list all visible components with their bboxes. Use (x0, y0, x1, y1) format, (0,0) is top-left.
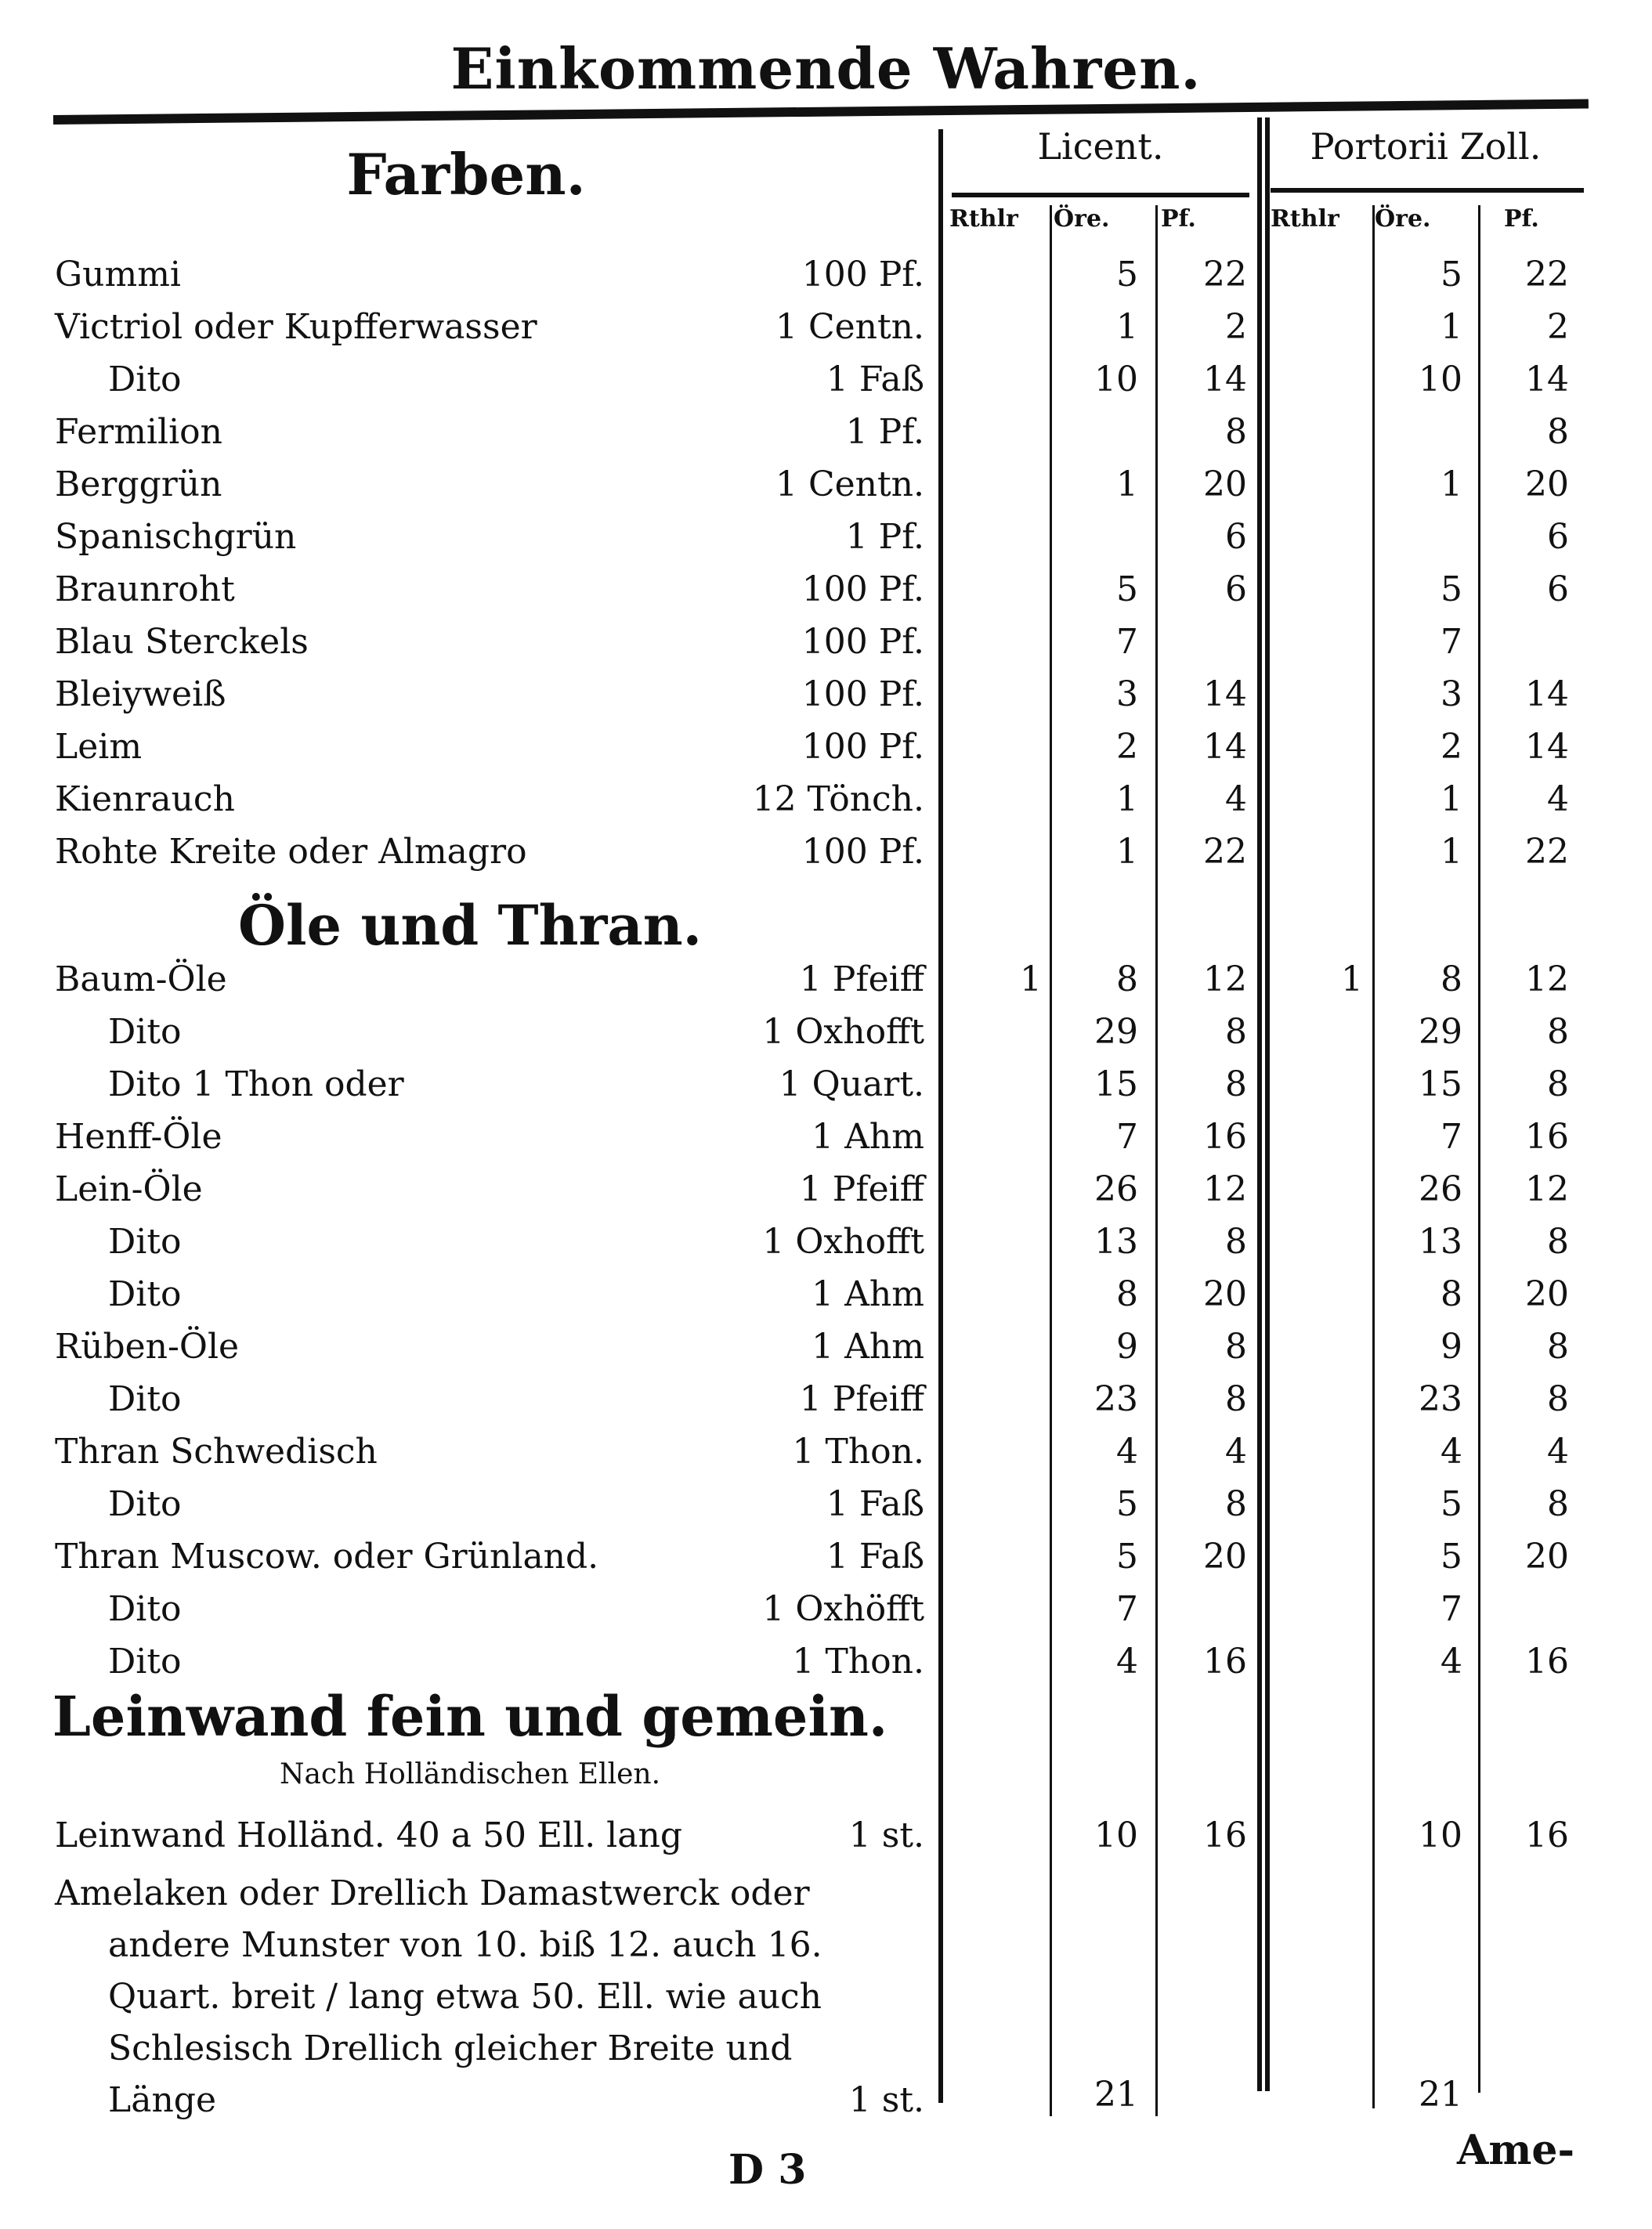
portorii-value: 14 (1525, 359, 1569, 399)
licent-value: 4 (1116, 1642, 1138, 1682)
item-name: Blau Sterckels (55, 622, 309, 662)
item-name: Thran Schwedisch (55, 1432, 378, 1472)
item-unit: 1 Faß (826, 1484, 924, 1524)
table-row (55, 1484, 924, 1536)
item-name: Victriol oder Kupfferwasser (55, 307, 537, 347)
entry-line: andere Munster von 10. biß 12. auch 16. (108, 1925, 822, 1965)
table-row (55, 307, 924, 359)
section-heading-oele: Öle und Thran. (237, 893, 703, 958)
portorii-value: 5 (1441, 1537, 1462, 1577)
item-unit: 1 Faß (826, 1537, 924, 1577)
amelaken-portorii-ore: 21 (1419, 2075, 1462, 2115)
entry-unit: 1 st. (848, 2080, 924, 2120)
licent-value: 6 (1225, 517, 1247, 557)
licent-value: 1 (1116, 779, 1138, 819)
item-name: Kienrauch (55, 779, 235, 819)
portorii-value: 14 (1525, 674, 1569, 714)
item-name: Dito (108, 1484, 182, 1524)
item-name: Bleiyweiß (55, 674, 226, 714)
licent-value: 20 (1203, 464, 1247, 504)
table-row (55, 727, 924, 779)
item-unit: 1 Quart. (779, 1064, 924, 1104)
item-unit: 100 Pf. (801, 832, 924, 872)
portorii-value: 5 (1441, 1484, 1462, 1524)
portorii-value: 6 (1547, 569, 1569, 609)
portorii-value: 14 (1525, 727, 1569, 767)
amelaken-licent-ore: 21 (1094, 2075, 1138, 2115)
item-name: Thran Muscow. oder Grünland. (55, 1537, 599, 1577)
portorii-value: 8 (1547, 1012, 1569, 1052)
portorii-value: 23 (1419, 1379, 1462, 1419)
portorii-value: 1 (1441, 832, 1462, 872)
portorii-value: 20 (1525, 1537, 1569, 1577)
portorii-value: 5 (1441, 255, 1462, 294)
column-rule (1372, 205, 1375, 2108)
item-unit: 1 Thon. (792, 1432, 924, 1472)
licent-subrule (952, 193, 1249, 197)
item-unit: 100 Pf. (801, 569, 924, 609)
licent-value: 8 (1116, 959, 1138, 999)
table-row (55, 1537, 924, 1588)
item-unit: 1 Pf. (845, 517, 924, 557)
licent-value: 14 (1203, 727, 1247, 767)
portorii-value: 4 (1547, 1432, 1569, 1472)
item-unit: 1 Oxhofft (762, 1012, 924, 1052)
licent-value: 13 (1094, 1222, 1138, 1262)
licent-value: 16 (1203, 1642, 1247, 1682)
table-row (55, 1379, 924, 1431)
portorii-value: 2 (1441, 727, 1462, 767)
item-unit: 1 Ahm (812, 1274, 924, 1314)
licent-value: 3 (1116, 674, 1138, 714)
item-name: Leim (55, 727, 143, 767)
section-heading-leinwand: Leinwand fein und gemein. (52, 1684, 888, 1749)
licent-value: 14 (1203, 674, 1247, 714)
portorii-value: 1 (1441, 307, 1462, 347)
table-row (55, 255, 924, 306)
table-row (55, 1117, 924, 1169)
licent-value: 7 (1116, 1589, 1138, 1629)
licent-value: 5 (1116, 1537, 1138, 1577)
portorii-sub-rthlr: Rthlr (1271, 205, 1339, 233)
portorii-sub-ore: Öre. (1375, 205, 1431, 233)
item-unit: 100 Pf. (801, 674, 924, 714)
portorii-value: 1 (1341, 959, 1363, 999)
portorii-value: 8 (1547, 1379, 1569, 1419)
licent-value: 1 (1020, 959, 1042, 999)
item-name: Dito (108, 1642, 182, 1682)
licent-value: 8 (1225, 1012, 1247, 1052)
licent-value: 8 (1225, 1327, 1247, 1367)
portorii-value: 12 (1525, 1169, 1569, 1209)
licent-value: 2 (1225, 307, 1247, 347)
item-unit: 1 Ahm (812, 1327, 924, 1367)
item-name: Fermilion (55, 412, 222, 452)
entry-line-text: Länge (108, 2080, 216, 2120)
item-unit: 12 Tönch. (752, 779, 924, 819)
licent-value: 1 (1116, 832, 1138, 872)
item-name: Dito 1 Thon oder (108, 1064, 404, 1104)
portorii-value: 16 (1525, 1642, 1569, 1682)
table-row (55, 1064, 924, 1116)
portorii-value: 8 (1547, 1064, 1569, 1104)
licent-value: 26 (1094, 1169, 1138, 1209)
table-row (55, 1169, 924, 1221)
portorii-value: 2 (1547, 307, 1569, 347)
item-unit: 1 Centn. (775, 464, 924, 504)
portorii-value: 4 (1547, 779, 1569, 819)
portorii-value: 4 (1441, 1432, 1462, 1472)
table-row (55, 412, 924, 464)
licent-value: 5 (1116, 1484, 1138, 1524)
portorii-value: 26 (1419, 1169, 1462, 1209)
portorii-value: 7 (1441, 1117, 1462, 1157)
licent-value: 6 (1225, 569, 1247, 609)
licent-value: 8 (1225, 1379, 1247, 1419)
licent-value: 8 (1225, 1484, 1247, 1524)
entry-line (55, 2075, 924, 2126)
table-row (55, 359, 924, 411)
licent-header: Licent. (1037, 125, 1164, 168)
licent-value: 15 (1094, 1064, 1138, 1104)
licent-value: 10 (1094, 359, 1138, 399)
item-unit: 1 Pf. (845, 412, 924, 452)
column-rule (938, 129, 943, 2103)
portorii-value: 15 (1419, 1064, 1462, 1104)
licent-sub-rthlr: Rthlr (949, 205, 1018, 233)
portorii-value: 9 (1441, 1327, 1462, 1367)
portorii-value: 10 (1419, 1815, 1462, 1855)
item-name: Dito (108, 1222, 182, 1262)
column-rule (1257, 117, 1262, 2091)
licent-sub-ore: Öre. (1054, 205, 1110, 233)
licent-value: 8 (1225, 1064, 1247, 1104)
table-row (55, 1589, 924, 1641)
item-unit: 100 Pf. (801, 727, 924, 767)
table-row (55, 1432, 924, 1483)
section-heading-farben: Farben. (346, 141, 586, 208)
licent-value: 2 (1116, 727, 1138, 767)
portorii-value: 8 (1441, 1274, 1462, 1314)
portorii-value: 1 (1441, 779, 1462, 819)
item-unit: 100 Pf. (801, 255, 924, 294)
table-row (55, 779, 924, 831)
table-row (55, 1815, 924, 1867)
portorii-value: 10 (1419, 359, 1462, 399)
title-rule (53, 99, 1589, 125)
item-name: Rohte Kreite oder Almagro (55, 832, 527, 872)
item-unit: 100 Pf. (801, 622, 924, 662)
licent-value: 4 (1225, 779, 1247, 819)
licent-value: 20 (1203, 1537, 1247, 1577)
item-name: Spanischgrün (55, 517, 297, 557)
portorii-value: 13 (1419, 1222, 1462, 1262)
licent-value: 22 (1203, 255, 1247, 294)
column-rule (1155, 205, 1158, 2116)
licent-value: 10 (1094, 1815, 1138, 1855)
portorii-value: 5 (1441, 569, 1462, 609)
portorii-subrule (1271, 188, 1584, 193)
portorii-value: 29 (1419, 1012, 1462, 1052)
portorii-value: 8 (1547, 1327, 1569, 1367)
table-row (55, 464, 924, 516)
licent-value: 16 (1203, 1815, 1247, 1855)
licent-value: 14 (1203, 359, 1247, 399)
item-unit: 1 Centn. (775, 307, 924, 347)
licent-value: 20 (1203, 1274, 1247, 1314)
table-row (55, 674, 924, 726)
portorii-value: 1 (1441, 464, 1462, 504)
table-row (55, 1274, 924, 1326)
table-row (55, 517, 924, 569)
portorii-value: 4 (1441, 1642, 1462, 1682)
portorii-value: 16 (1525, 1117, 1569, 1157)
item-unit: 1 st. (848, 1815, 924, 1855)
licent-value: 4 (1116, 1432, 1138, 1472)
licent-value: 4 (1225, 1432, 1247, 1472)
item-name: Dito (108, 1589, 182, 1629)
licent-sub-pf: Pf. (1161, 205, 1196, 233)
licent-value: 23 (1094, 1379, 1138, 1419)
portorii-value: 20 (1525, 464, 1569, 504)
table-row (55, 1327, 924, 1378)
item-name: Berggrün (55, 464, 222, 504)
portorii-sub-pf: Pf. (1504, 205, 1539, 233)
entry-line: Amelaken oder Drellich Damastwerck oder (55, 1873, 810, 1913)
licent-value: 9 (1116, 1327, 1138, 1367)
column-rule (1050, 205, 1052, 2116)
item-unit: 1 Faß (826, 359, 924, 399)
table-row (55, 1012, 924, 1064)
column-rule (1478, 205, 1480, 2093)
licent-value: 22 (1203, 832, 1247, 872)
item-unit: 1 Pfeiff (799, 1379, 924, 1419)
licent-value: 16 (1203, 1117, 1247, 1157)
item-name: Rüben-Öle (55, 1327, 240, 1367)
item-name: Dito (108, 1379, 182, 1419)
portorii-value: 7 (1441, 622, 1462, 662)
licent-value: 7 (1116, 622, 1138, 662)
page-title: Einkommende Wahren. (450, 35, 1202, 102)
licent-value: 1 (1116, 307, 1138, 347)
item-unit: 1 Pfeiff (799, 1169, 924, 1209)
item-name: Baum-Öle (55, 959, 227, 999)
table-row (55, 832, 924, 883)
portorii-value: 16 (1525, 1815, 1569, 1855)
portorii-value: 22 (1525, 255, 1569, 294)
table-row (55, 622, 924, 674)
item-name: Dito (108, 1012, 182, 1052)
portorii-value: 8 (1547, 1484, 1569, 1524)
portorii-value: 8 (1441, 959, 1462, 999)
column-rule (1265, 117, 1270, 2091)
portorii-value: 6 (1547, 517, 1569, 557)
licent-value: 5 (1116, 255, 1138, 294)
licent-value: 29 (1094, 1012, 1138, 1052)
table-row (55, 569, 924, 621)
portorii-value: 7 (1441, 1589, 1462, 1629)
licent-value: 7 (1116, 1117, 1138, 1157)
item-name: Lein-Öle (55, 1169, 203, 1209)
item-name: Dito (108, 1274, 182, 1314)
portorii-value: 20 (1525, 1274, 1569, 1314)
section-note: Nach Holländischen Ellen. (279, 1758, 661, 1790)
portorii-value: 8 (1547, 412, 1569, 452)
signature-mark: D 3 (728, 2146, 807, 2194)
item-unit: 1 Thon. (792, 1642, 924, 1682)
table-row (55, 959, 924, 1011)
item-name: Braunroht (55, 569, 235, 609)
licent-value: 1 (1116, 464, 1138, 504)
licent-value: 12 (1203, 1169, 1247, 1209)
item-unit: 1 Oxhofft (762, 1222, 924, 1262)
portorii-value: 22 (1525, 832, 1569, 872)
item-name: Leinwand Holländ. 40 a 50 Ell. lang (55, 1815, 682, 1855)
portorii-header: Portorii Zoll. (1310, 125, 1542, 168)
amelaken-entry (55, 1868, 924, 2126)
item-name: Dito (108, 359, 182, 399)
table-row (55, 1222, 924, 1273)
item-unit: 1 Pfeiff (799, 959, 924, 999)
portorii-value: 3 (1441, 674, 1462, 714)
licent-value: 8 (1116, 1274, 1138, 1314)
item-unit: 1 Oxhöfft (762, 1589, 924, 1629)
licent-value: 8 (1225, 1222, 1247, 1262)
licent-value: 8 (1225, 412, 1247, 452)
item-unit: 1 Ahm (812, 1117, 924, 1157)
catchword: Ame- (1457, 2126, 1575, 2174)
entry-line: Quart. breit / lang etwa 50. Ell. wie auch (108, 1977, 822, 2017)
portorii-value: 12 (1525, 959, 1569, 999)
item-name: Henff-Öle (55, 1117, 222, 1157)
item-name: Gummi (55, 255, 182, 294)
entry-line: Schlesisch Drellich gleicher Breite und (108, 2028, 793, 2068)
licent-value: 5 (1116, 569, 1138, 609)
licent-value: 12 (1203, 959, 1247, 999)
portorii-value: 8 (1547, 1222, 1569, 1262)
